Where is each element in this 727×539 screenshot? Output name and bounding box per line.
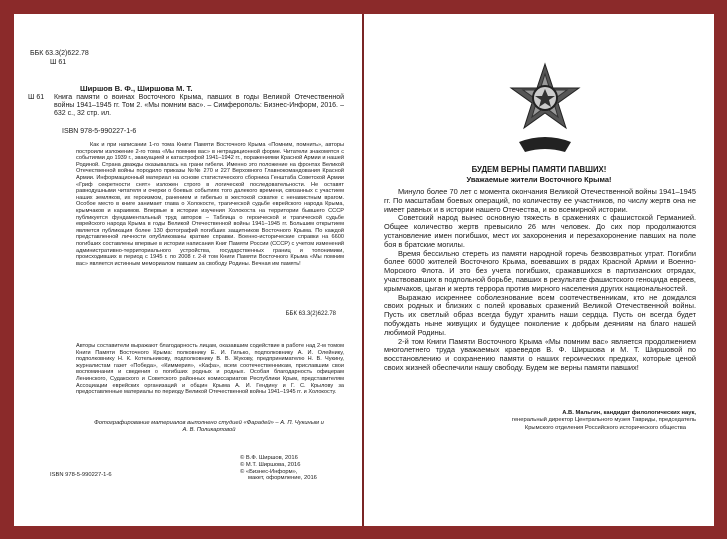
copyright-line: макет, оформление, 2016 — [248, 475, 317, 482]
signature-org: Крымского отделения Российского исторического общества — [524, 424, 686, 431]
copyright-line: © «Бизнес-Информ», — [240, 468, 298, 475]
right-page — [364, 14, 714, 526]
bbk-footer: ББК 63.3(2)622.78 — [285, 311, 336, 317]
acknowledgements: Авторы составители выражают благодарность лицам, оказавшим содействие в работе над 2-м томом Книги Памяти Восточного Крыма: полковнику Е. И. Гилько, подполковнику А. И. Олейнику, подполковнику Н. К. Котельникову, подполковнику В. В. Жукову, предпринимателю Н. В. Чукину, журналистам газет «Победа», «Киммерия», «Кафа», всем соотечественникам, приславшим свои воспоминания и сведения о погибших родных и родных. Особая благодарность офицерам Ленинского, Судакского и Советского районных комиссариатов Республики Крым, представителям Ассоциации еврейских организаций и общин Крыма А. И. Гендину и Г. С. Крылову за предоставленные материалы по периоду Великой Отечественной войны 1941–1945 гг. и Холокосту. — [76, 343, 344, 396]
order-of-patriotic-war-icon — [505, 62, 585, 158]
catalog-entry: Книга памяти о воинах Восточного Крыма, павших в годы Великой Отечественной войны 1941–1945 гг. Том 2. «Мы помним вас». – Симферополь: Бизнес-Информ, 2016. – 632 с., 32 стр. ил. — [54, 94, 344, 117]
isbn-bottom: ISBN 978-5-990227-1-6 — [50, 472, 112, 478]
left-page — [14, 14, 362, 526]
copyright-line: © В.Ф. Ширшов, 2016 — [240, 455, 298, 461]
signature-title: генеральный директор Центрального музея Тавриды, председатель — [511, 417, 696, 424]
copyright-line: © М.Т. Ширшова, 2016 — [240, 461, 301, 468]
photo-credits: Фотографирование материалов выполнено студией «Фарадей» – А. П. Чукиным и А. В. Поликарповой — [94, 420, 324, 433]
annotation — [76, 142, 344, 267]
isbn-line: ISBN 978-5-990227-1-6 — [62, 128, 137, 135]
class-code: Ш 61 — [50, 59, 67, 66]
signature — [512, 410, 696, 432]
heading: БУДЕМ ВЕРНЫ ПАМЯТИ ПАВШИХ! — [471, 165, 607, 174]
paragraph: 2-й том Книги Памяти Восточного Крыма «Мы помним вас» является продолжением многолетнего труда уважаемых краеведов В. Ф. Ширшова и М. Т. Ширшовой по восстановлению и сохранению памяти о наших героических предках, которые ценой своих жизней обеспечили нашу свободу. Будем же верны памяти павших! — [384, 336, 696, 372]
paragraph: Минуло более 70 лет с момента окончания Великой Отечественной войны 1941–1945 гг. По масштабам боевых операций, по количеству ее участников, по числу жертв она не имеет равных и в истории нашего Отечества, и во всемирной истории. — [384, 187, 696, 214]
copyright-block — [240, 455, 317, 482]
paragraph: Выражаю искреннее соболезнование всем соотечественникам, кто не дождался своих родных и близких с полей кровавых сражений Великой Отечественной войны. Пусть их светлый образ всегда будут хранить наши сердца. Пусть он всегда будет побуждать ныне живущих и будущее поколение к добрым деяниям на благо нашей любимой Родины. — [384, 292, 696, 337]
authors: Ширшов В. Ф., Ширшова М. Т. — [80, 84, 193, 93]
paragraph: Время бессильно стереть из памяти народной горечь безвозвратных утрат. Погибли более 6000 жителей Восточного Крыма, воевавших в рядах Красной Армии и Военно-Морского Флота. И это без учета погибших, сражавшихся в партизанских отрядах, участвовавших в подпольной борьбе, павших в результате фашистского геноцида евреев, крымчаков, цыган и жертв террора против мирного населения других национальностей. — [384, 248, 696, 293]
letter-body — [384, 188, 696, 373]
bbk-code: ББК 63.3(2)622.78 — [30, 50, 89, 57]
paragraph: Советский народ вынес основную тяжесть в сражениях с фашистской Германией. Общее количество жертв превысило 26 млн человек. До сих пор продолжаются установление имен погибших, мест их захоронения и перезахоронение павших на поле боя в братские могилы. — [384, 213, 696, 249]
entry-code: Ш 61 — [28, 94, 45, 101]
annotation-text: Как и при написании 1-го тома Книги Памяти Восточного Крыма «Помним, помнить», авторы построили изложение 2-го тома «Мы помним вас» в нетрадиционной форме. Читатели знакомятся с событиями до 1939 г., эвакуацией и катастрофой 1941–1942 гг., поражениями Красной Армии и нашей Родиной. Страна дважды оказывалась на грани гибели. Именно это положение на фронтах Великой Отечественной войны породило приказы №№ 270 и 227 Верховного Главнокомандования Красной Армии. Информационный материал на основе статистического сборника Генштаба Советской Армии «Гриф секретности снят» изложен строго в логической последовательности. Не оставят равнодушными читателя и очерки о боевых событиях того далекого времени, связанных с участием наших земляков, их героизмом, ранением и гибелью в жестокой схватке с ненавистным врагом. Особое место в книге занимает глава о Холокосте, трагической судьбе еврейского народа Крыма, крымчаков и караимов. Впервые в истории изучения Холокоста на территории бывшего СССР публикуется фундаментальный труд авторов – Таблица о героической и трагической судьбе еврейского народа Крыма в годы Великой Отечественной войны 1941–1945 гг. Большим открытием является публикация более 130 фотографий погибших защитников Восточного Крыма. По каждой представленной личности опубликованы краткие справки. Военно-исторические справки на 6600 погибших составлены впервые в истории написания Книг Памяти России (СССР) с учетом изменений административно-территориального устройства, государственных границ и топонимики, происходивших в период с 1945 г. по 2008 г. 2-й том Книги Памяти Восточного Крыма «Мы помним вас» является истинным мемориалом павшим за свободу Родины. Вечная им память! — [76, 142, 344, 267]
greeting: Уважаемые жители Восточного Крыма! — [466, 175, 612, 184]
signature-name: А.В. Мальгин, кандидат филологических наук, — [562, 410, 696, 416]
